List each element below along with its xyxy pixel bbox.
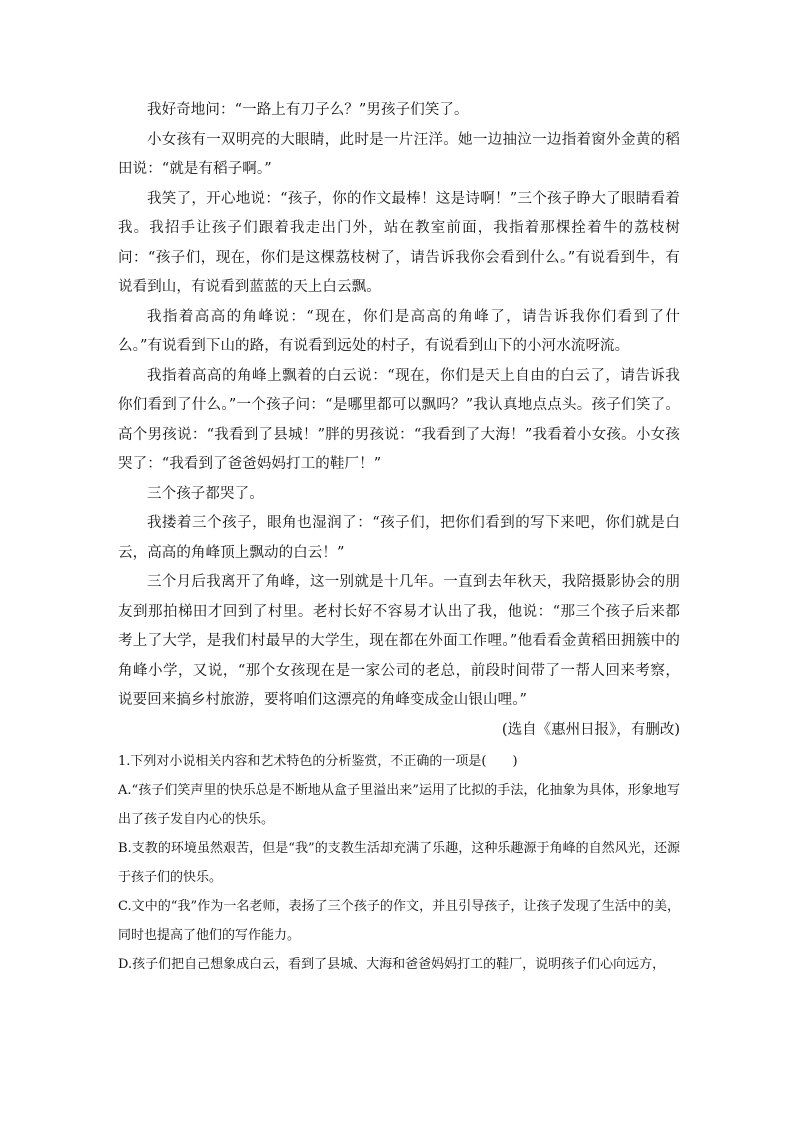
question-stem: 1.下列对小说相关内容和艺术特色的分析鉴赏，不正确的一项是( ): [118, 754, 518, 769]
paragraph-6: 三个孩子都哭了。: [147, 485, 264, 502]
source-citation: (选自《惠州日报》，有删改): [501, 721, 680, 738]
paragraph-2: 小女孩有一双明亮的大眼睛，此时是一片汪洋。她一边抽泣一边指着窗外金黄的稻田说：“就是有稻子啊。”: [118, 131, 680, 177]
paragraph-4: 我指着高高的角峰说：“现在，你们是高高的角峰了，请告诉我你们看到了什么。”有说看到下山的路，有说看到远处的村子，有说看到山下的小河水流呀流。: [118, 308, 680, 354]
option-c: C.文中的“我”作为一名老师，表扬了三个孩子的作文，并且引导孩子，让孩子发现了生活中的美，同时也提高了他们的写作能力。: [118, 899, 680, 943]
option-a: A.“孩子们笑声里的快乐总是不断地从盒子里溢出来”运用了比拟的手法，化抽象为具体，形象地写出了孩子发自内心的快乐。: [118, 783, 680, 827]
document-page: [118, 96, 680, 979]
paragraph-1: 我好奇地问：“一路上有刀子么？”男孩子们笑了。: [147, 102, 469, 118]
paragraph-5: 我指着高高的角峰上飘着的白云说：“现在，你们是天上自由的白云了，请告诉我你们看到了什么。”一个孩子问：“是哪里都可以飘吗？”我认真地点点头。孩子们笑了。高个男孩说：“我看到了县城！”胖的男孩说：“我看到了大海！”我看着小女孩。小女孩哭了：“我看到了爸爸妈妈打工的鞋厂！”: [118, 367, 680, 472]
option-d: D.孩子们把自己想象成白云，看到了县城、大海和爸爸妈妈打工的鞋厂，说明孩子们心向远方，: [118, 957, 666, 972]
option-b: B.支教的环境虽然艰苦，但是“我”的支教生活却充满了乐趣，这种乐趣源于角峰的自然风光，还源于孩子们的快乐。: [118, 841, 680, 885]
paragraph-3: 我笑了，开心地说：“孩子，你的作文最棒！这是诗啊！”三个孩子睁大了眼睛看着我。我招手让孩子们跟着我走出门外，站在教室前面，我指着那棵拴着牛的荔枝树问：“孩子们，现在，你们是这棵荔枝树了，请告诉我你会看到什么。”有说看到牛，有说看到山，有说看到蓝蓝的天上白云飘。: [118, 190, 680, 295]
paragraph-8: 三个月后我离开了角峰，这一别就是十几年。一直到去年秋天，我陪摄影协会的朋友到那拍梯田才回到了村里。老村长好不容易才认出了我，他说：“那三个孩子后来都考上了大学，是我们村最早的大学生，现在都在外面工作哩。”他看看金黄稻田拥簇中的角峰小学，又说，“那个女孩现在是一家公司的老总，前段时间带了一帮人回来考察，说要回来搞乡村旅游，要将咱们这漂亮的角峰变成金山银山哩。”: [118, 574, 680, 708]
paragraph-7: 我搂着三个孩子，眼角也湿润了：“孩子们，把你们看到的写下来吧，你们就是白云，高高的角峰顶上飘动的白云！”: [118, 515, 680, 561]
